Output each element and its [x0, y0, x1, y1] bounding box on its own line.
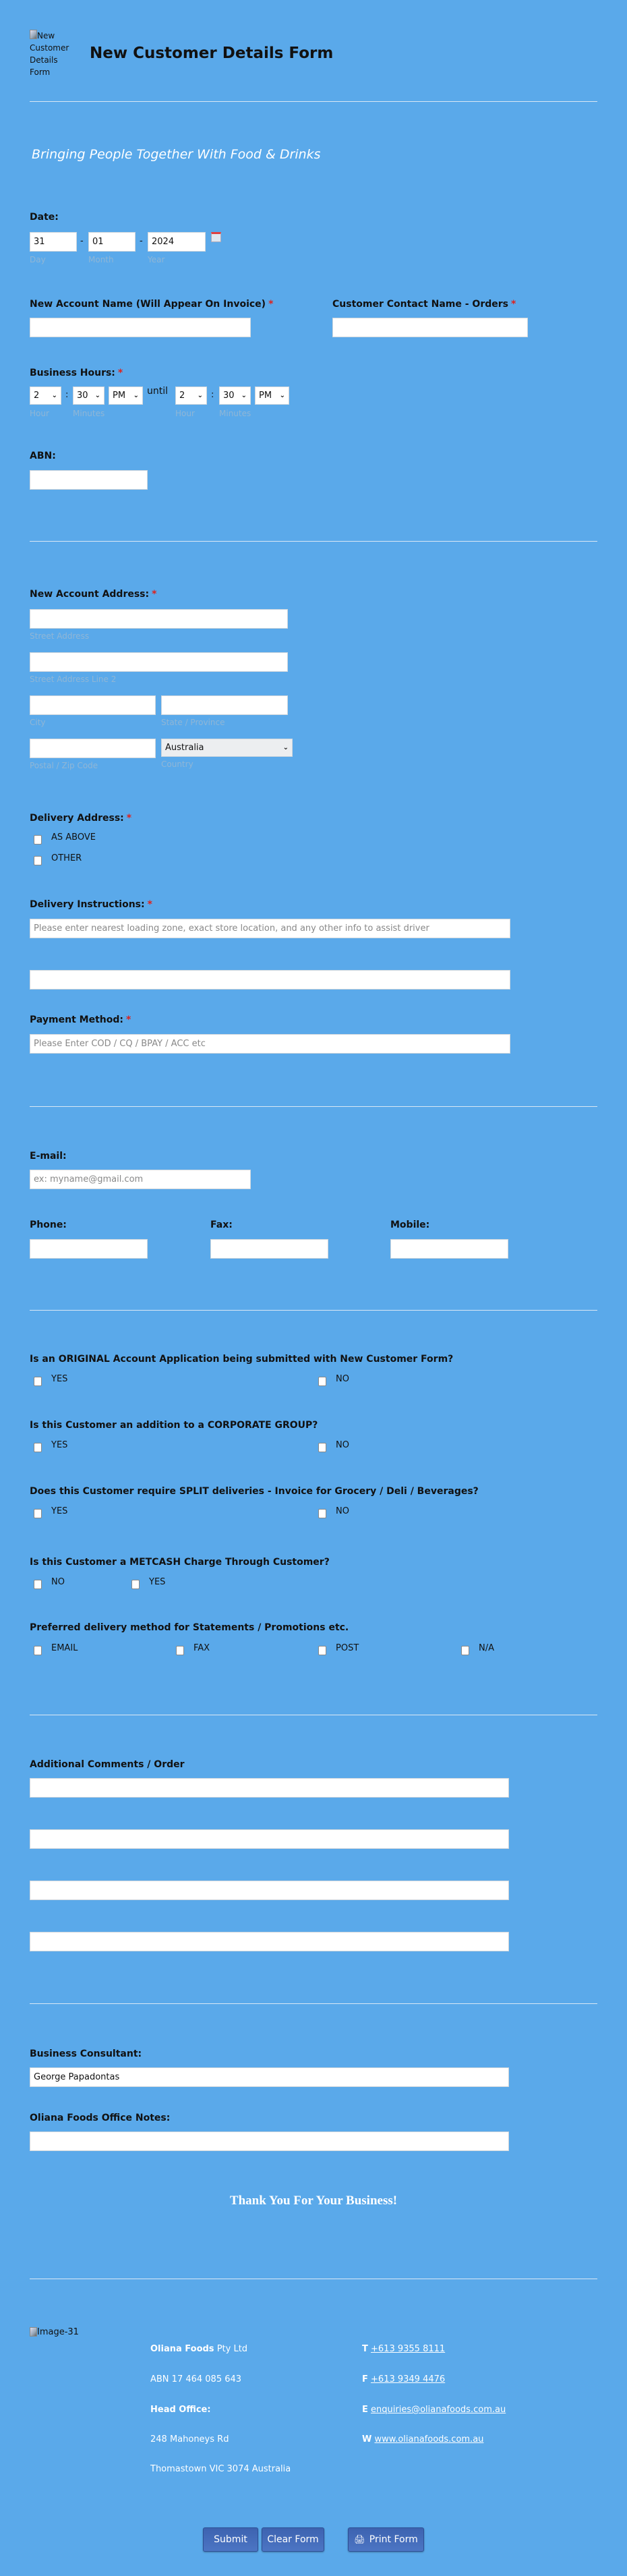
chevron-down-icon: ⌄ [197, 392, 203, 399]
divider [30, 2003, 597, 2004]
state-input[interactable] [161, 695, 288, 715]
required-marker: * [268, 299, 274, 310]
date-year-input[interactable] [148, 232, 206, 252]
street-address-line2-input[interactable] [30, 652, 288, 672]
to-hour-sublabel: Hour [175, 409, 195, 418]
comments-line4-input[interactable] [30, 1932, 509, 1951]
corporate-group-yes-checkbox[interactable] [34, 1443, 42, 1452]
date-separator: - [140, 236, 143, 246]
from-ampm-select[interactable]: PM ⌄ [109, 387, 143, 405]
date-separator: - [80, 236, 84, 246]
question-original-application: Is an ORIGINAL Account Application being submitted with New Customer Form? [30, 1354, 454, 1365]
statement-email-checkbox[interactable] [34, 1646, 42, 1655]
company-abn: ABN 17 464 085 643 [150, 2374, 242, 2384]
time-colon: : [65, 390, 69, 400]
account-name-label: New Account Name (Will Appear On Invoice) * [30, 299, 274, 310]
from-hour-select[interactable]: 2 ⌄ [30, 387, 61, 405]
website-link[interactable]: www.olianafoods.com.au [374, 2434, 484, 2444]
statement-fax-label: FAX [193, 1643, 210, 1653]
from-minutes-sublabel: Minutes [73, 409, 105, 418]
original-application-no-checkbox[interactable] [318, 1377, 326, 1386]
required-marker: * [117, 368, 123, 378]
business-consultant-label: Business Consultant: [30, 2049, 142, 2059]
business-hours-label: Business Hours: * [30, 368, 123, 378]
question-metcash: Is this Customer a METCASH Charge Through Customer? [30, 1557, 330, 1568]
statement-post-label: POST [336, 1643, 359, 1653]
date-month-input[interactable] [88, 232, 136, 252]
postal-code-sublabel: Postal / Zip Code [30, 761, 98, 770]
metcash-no-label: NO [51, 1577, 65, 1587]
email-link[interactable]: enquiries@olianafoods.com.au [371, 2405, 506, 2415]
original-application-no-label: NO [336, 1374, 349, 1384]
corporate-group-no-checkbox[interactable] [318, 1443, 326, 1452]
other-checkbox[interactable] [34, 856, 42, 865]
street-address-sublabel: Street Address [30, 631, 90, 641]
as-above-label: AS ABOVE [51, 832, 96, 842]
divider [30, 1310, 597, 1311]
statement-email-label: EMAIL [51, 1643, 78, 1653]
office-street: 248 Mahoneys Rd [150, 2434, 229, 2444]
submit-button[interactable]: Submit [203, 2527, 258, 2552]
until-text: until [147, 386, 169, 397]
split-deliveries-no-checkbox[interactable] [318, 1509, 326, 1518]
metcash-yes-checkbox[interactable] [131, 1580, 140, 1589]
time-colon: : [211, 390, 214, 400]
form-logo: New Customer Details Form [30, 31, 69, 77]
comments-line2-input[interactable] [30, 1829, 509, 1849]
chevron-down-icon: ⌄ [279, 392, 285, 399]
required-marker: * [510, 299, 516, 310]
city-sublabel: City [30, 718, 46, 727]
print-form-button[interactable]: 🖨 Print Form [348, 2527, 424, 2552]
original-application-yes-label: YES [51, 1374, 68, 1384]
footer-web: W www.olianafoods.com.au [362, 2434, 484, 2444]
to-minutes-select[interactable]: 30 ⌄ [219, 387, 251, 405]
divider [30, 101, 597, 102]
email-label: E-mail: [30, 1151, 67, 1162]
footer-fax: F +613 9349 4476 [362, 2374, 446, 2384]
metcash-no-checkbox[interactable] [34, 1580, 42, 1589]
head-office-label: Head Office: [150, 2405, 211, 2415]
date-year-sublabel: Year [148, 255, 165, 264]
chevron-down-icon: ⌄ [282, 744, 289, 751]
office-notes-input[interactable] [30, 2131, 509, 2151]
statement-na-label: N/A [479, 1643, 494, 1653]
email-input[interactable] [30, 1170, 251, 1189]
chevron-down-icon: ⌄ [51, 392, 57, 399]
footer-image: Image-31 [30, 2327, 79, 2337]
street-address-line2-sublabel: Street Address Line 2 [30, 675, 117, 684]
to-hour-select[interactable]: 2 ⌄ [175, 387, 207, 405]
corporate-group-no-label: NO [336, 1440, 349, 1450]
broken-image-icon [30, 2327, 37, 2337]
fax-input[interactable] [210, 1239, 328, 1259]
date-month-sublabel: Month [88, 255, 114, 264]
statement-post-checkbox[interactable] [318, 1646, 326, 1655]
delivery-instructions-input[interactable] [30, 919, 510, 938]
split-deliveries-no-label: NO [336, 1506, 349, 1516]
thank-you-message: Thank You For Your Business! [229, 2194, 398, 2208]
split-deliveries-yes-checkbox[interactable] [34, 1509, 42, 1518]
page-title: New Customer Details Form [90, 45, 334, 62]
company-name: Oliana Foods Pty Ltd [150, 2344, 248, 2354]
slogan: Bringing People Together With Food & Drinks [32, 147, 321, 162]
from-hour-sublabel: Hour [30, 409, 49, 418]
phone-link[interactable]: +613 9355 8111 [371, 2344, 446, 2354]
address-label: New Account Address: * [30, 589, 157, 600]
contact-name-input[interactable] [332, 318, 528, 337]
original-application-yes-checkbox[interactable] [34, 1377, 42, 1386]
metcash-yes-label: YES [149, 1577, 166, 1587]
corporate-group-yes-label: YES [51, 1440, 68, 1450]
additional-comments-label: Additional Comments / Order [30, 1759, 185, 1770]
clear-form-button[interactable]: Clear Form [262, 2527, 324, 2552]
other-label: OTHER [51, 853, 82, 863]
account-name-input[interactable] [30, 318, 251, 337]
delivery-address-label: Delivery Address: * [30, 813, 132, 824]
printer-icon: 🖨 [354, 2534, 365, 2545]
payment-method-label: Payment Method: * [30, 1014, 131, 1025]
required-marker: * [152, 589, 157, 600]
comments-line1-input[interactable] [30, 1778, 509, 1798]
from-minutes-select[interactable]: 30 ⌄ [73, 387, 104, 405]
postal-code-input[interactable] [30, 739, 156, 758]
delivery-instructions-label: Delivery Instructions: * [30, 899, 152, 910]
chevron-down-icon: ⌄ [241, 392, 247, 399]
required-marker: * [147, 899, 152, 910]
fax-label: Fax: [210, 1220, 233, 1230]
footer-phone: T +613 9355 8111 [362, 2344, 446, 2354]
divider [30, 1106, 597, 1107]
question-corporate-group: Is this Customer an addition to a CORPORATE GROUP? [30, 1420, 318, 1431]
question-statement-delivery: Preferred delivery method for Statements / Promotions etc. [30, 1622, 349, 1633]
to-minutes-sublabel: Minutes [219, 409, 251, 418]
contact-name-label: Customer Contact Name - Orders * [332, 299, 516, 310]
business-consultant-input[interactable] [30, 2067, 509, 2087]
to-ampm-select[interactable]: PM ⌄ [255, 387, 289, 405]
abn-label: ABN: [30, 451, 56, 461]
mobile-input[interactable] [390, 1239, 508, 1259]
question-split-deliveries: Does this Customer require SPLIT deliveries - Invoice for Grocery / Deli / Beverages? [30, 1486, 479, 1497]
mobile-label: Mobile: [390, 1220, 430, 1230]
statement-na-checkbox[interactable] [461, 1646, 469, 1655]
required-marker: * [126, 813, 132, 824]
date-day-input[interactable] [30, 232, 77, 252]
date-label: Date: [30, 212, 59, 223]
comments-line3-input[interactable] [30, 1881, 509, 1900]
statement-fax-checkbox[interactable] [176, 1646, 184, 1655]
calendar-icon[interactable] [211, 232, 221, 242]
split-deliveries-yes-label: YES [51, 1506, 68, 1516]
office-city: Thomastown VIC 3074 Australia [150, 2464, 291, 2474]
chevron-down-icon: ⌄ [94, 392, 100, 399]
fax-link[interactable]: +613 9349 4476 [371, 2374, 446, 2384]
divider [30, 541, 597, 542]
as-above-checkbox[interactable] [34, 835, 42, 845]
footer-email: E enquiries@olianafoods.com.au [362, 2405, 506, 2415]
payment-method-input[interactable] [30, 1034, 510, 1054]
broken-image-icon [30, 30, 37, 39]
phone-label: Phone: [30, 1220, 67, 1230]
phone-input[interactable] [30, 1239, 148, 1259]
required-marker: * [125, 1014, 131, 1025]
state-sublabel: State / Province [161, 718, 225, 727]
country-select[interactable]: Australia ⌄ [161, 739, 293, 757]
abn-input[interactable] [30, 470, 148, 490]
date-day-sublabel: Day [30, 255, 46, 264]
chevron-down-icon: ⌄ [133, 392, 139, 399]
street-address-input[interactable] [30, 609, 288, 629]
country-sublabel: Country [161, 760, 193, 769]
city-input[interactable] [30, 695, 156, 715]
office-notes-label: Oliana Foods Office Notes: [30, 2113, 171, 2123]
delivery-instructions-line2-input[interactable] [30, 970, 510, 990]
